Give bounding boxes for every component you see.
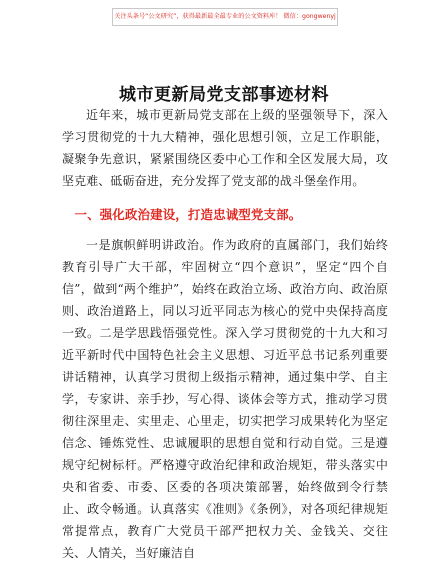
document-title: 城市更新局党支部事迹材料 [119, 85, 329, 105]
document-body [62, 104, 388, 564]
banner-text: 关注头条号“公文研究”，获得最新最全最专业的公文资料库！ 微信：gongwenyj [114, 13, 336, 20]
section-paragraph: 一是旗帜鲜明讲政治。作为政府的直属部门，我们始终教育引导广大干部，牢固树立“四个意识”，坚定“四个自信”，做到“两个维护”，始终在政治立场、政治方向、政治原则、政治道路上，同以习近平同志为核心的党中央保持高度一致。二是学思践悟强党性。深入学习贯彻党的十九大和习近平新时代中国特色社会主义思想、习近平总书记系列重要讲话精神，认真学习贯彻上级指示精神，通过集中学、自主学，专家讲、亲手抄，写心得、谈体会等方式，推动学习贯彻往深里走、实里走、心里走，切实把学习成果转化为坚定信念、锤炼党性、忠诚履职的思想自觉和行动自觉。三是遵规守纪树标杆。严格遵守政治纪律和政治规矩，带头落实中央和省委、市委、区委的各项决策部署，始终做到令行禁止、政令畅通。认真落实《准则》《条例》，对各项纪律规矩常提常点，教育广大党员干部严把权力关、金钱关、交往关、人情关，当好廉洁自 [62, 238, 388, 560]
header-banner [112, 8, 338, 26]
intro-paragraph: 近年来，城市更新局党支部在上级的坚强领导下，深入学习贯彻党的十九大精神，强化思想引领，立足工作职能，凝聚争先意识，紧紧围绕区委中心工作和全区发展大局，攻坚克难、砥砺奋进，充分发挥了党支部的战斗堡垒作用。 [62, 108, 388, 188]
section-heading: 一、强化政治建设，打造忠诚型党支部。 [74, 207, 302, 222]
